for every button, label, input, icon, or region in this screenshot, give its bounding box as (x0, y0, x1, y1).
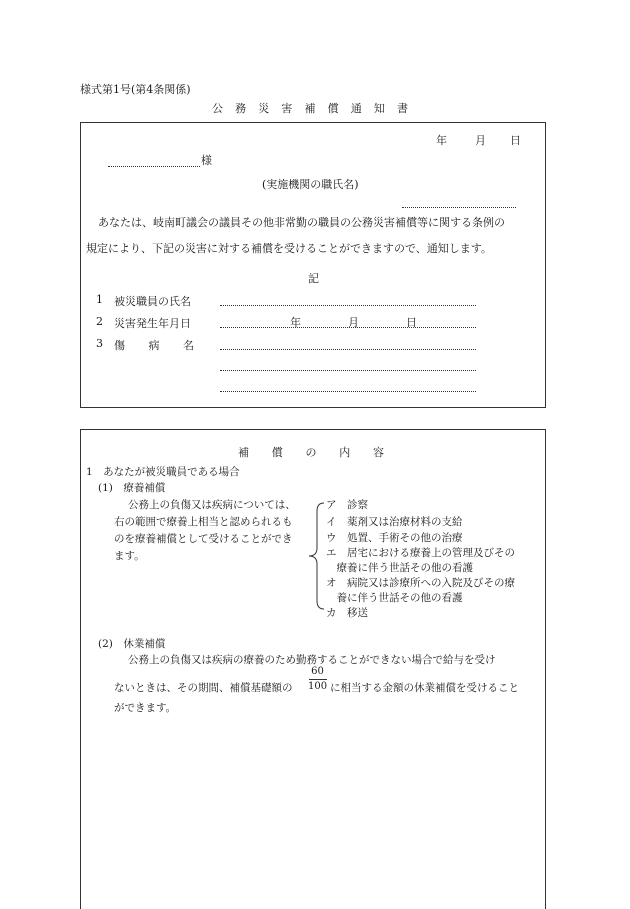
item-1-label: 被災職員の氏名 (114, 295, 191, 308)
notice-body-line1: あなたは、岐南町議会の議員その他非常勤の職員の公務災害補償等に関する条例の (98, 216, 505, 229)
left-brace-icon (304, 502, 326, 610)
compensation-heading-char: 内 (339, 446, 351, 459)
sub1-text-line3: のを療養補償として受けることができ (114, 533, 293, 545)
page-title-char: 知 (373, 102, 385, 115)
sub1-text-line2: 右の範囲で療養上相当と認められるも (114, 516, 293, 528)
compensation-heading-char: の (305, 446, 317, 459)
care-item-a: ア 診察 (326, 499, 368, 511)
form-number: 様式第1号(第4条関係) (80, 83, 191, 96)
addressee-suffix: 様 (201, 154, 212, 167)
page-title-char: 災 (258, 102, 270, 115)
addressee-field[interactable] (108, 166, 200, 167)
page-title-char: 公 (212, 102, 223, 115)
item-3-label (114, 337, 194, 353)
incident-year-label: 年 (290, 316, 301, 329)
sub-2-title: (2) 休業補償 (98, 638, 166, 650)
incident-day-label: 日 (406, 316, 417, 329)
compensation-heading-char: 償 (271, 446, 283, 459)
notice-box (80, 122, 546, 408)
care-item-e-cont: 療養に伴う世話その他の看護 (326, 562, 473, 574)
care-item-e: エ 居宅における療養上の管理及びその (326, 547, 515, 559)
fraction (308, 666, 327, 693)
section-1-title: 1 あなたが被災職員である場合 (86, 466, 240, 478)
sub2-line3: ができます。 (114, 702, 177, 714)
page-title (212, 100, 408, 116)
compensation-heading-char: 補 (238, 446, 249, 459)
item-2-label: 災害発生年月日 (114, 317, 191, 330)
date-day-label: 日 (510, 134, 521, 147)
notice-body-line2: 規定により、下記の災害に対する補償を受けることができますので、通知します。 (86, 242, 492, 255)
fraction-numerator: 60 (311, 666, 324, 677)
issuer-field[interactable] (402, 207, 516, 208)
fraction-bar (309, 679, 327, 680)
care-item-o: オ 病院又は診療所への入院及びその療 (326, 577, 515, 589)
sub1-text-line4: ます。 (114, 550, 145, 562)
item-1-number: 1 (96, 293, 103, 306)
page-title-char: 補 (304, 102, 316, 115)
care-item-i: イ 薬剤又は治療材料の支給 (326, 516, 463, 528)
fraction-denominator: 100 (308, 681, 328, 692)
page-title-char: 通 (350, 102, 362, 115)
compensation-heading (238, 444, 384, 460)
date-month-label: 月 (475, 134, 486, 147)
ki-label: 記 (308, 272, 319, 285)
sub2-line2-end: に相当する金額の休業補償を受けること (330, 682, 519, 694)
sub2-line2-start: ないときは、その期間、補償基礎額の (114, 682, 293, 694)
care-item-u: ウ 処置、手術その他の治療 (326, 532, 463, 544)
injury-name-field-3[interactable] (220, 391, 476, 392)
sub2-line1: 公務上の負傷又は疾病の療養のため勤務することができない場合で給与を受け (128, 654, 496, 666)
injured-name-field[interactable] (220, 305, 476, 306)
incident-month-label: 月 (348, 316, 359, 329)
item-2-number: 2 (96, 315, 103, 328)
compensation-heading-char: 容 (373, 446, 384, 459)
injury-name-field-1[interactable] (220, 349, 476, 350)
injury-name-field-2[interactable] (220, 370, 476, 371)
page-title-char: 償 (327, 102, 339, 115)
page-title-char: 務 (235, 102, 247, 115)
item-3-label-char: 傷 (114, 339, 125, 352)
care-item-ka: カ 移送 (326, 607, 368, 619)
item-3-number: 3 (96, 337, 103, 350)
page-title-char: 書 (397, 102, 408, 115)
issuer-label: (実施機関の職氏名) (262, 178, 359, 191)
page-title-char: 害 (281, 102, 293, 115)
item-3-label-char: 名 (183, 339, 194, 352)
sub-1-title: (1) 療養補償 (98, 482, 166, 494)
item-3-label-char: 病 (148, 339, 160, 352)
sub1-text-line1: 公務上の負傷又は疾病については、 (128, 499, 296, 511)
date-year-label: 年 (436, 134, 447, 147)
care-item-o-cont: 養に伴う世話その他の看護 (326, 592, 463, 604)
